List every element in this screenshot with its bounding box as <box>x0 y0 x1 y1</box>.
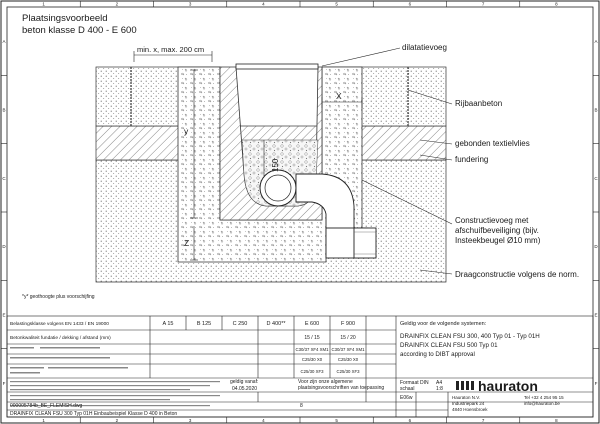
grid-row-label: E <box>2 312 6 318</box>
e600-r4: C25/30 X0 <box>337 357 359 362</box>
grid-row-label: D <box>594 244 598 250</box>
grid-row-label: C <box>2 175 6 181</box>
validity-title: Geldig voor de volgende systemen: <box>400 321 487 327</box>
dim-z-label: Z <box>184 238 190 248</box>
company-email: info@hauraton.be <box>524 401 560 406</box>
label-rijbaanbeton: Rijbaanbeton <box>455 99 503 108</box>
grid-col-label: 2 <box>115 418 119 423</box>
sheet-number: 8 <box>300 403 303 409</box>
grid-row-label: F <box>594 380 598 386</box>
grid-col-label: 1 <box>42 1 45 7</box>
grid-col-label: 5 <box>335 418 338 423</box>
grid-row-label: B <box>2 107 6 113</box>
drawing-title-line2: beton klasse D 400 - E 600 <box>22 25 137 36</box>
drawing-title-line1: Plaatsingsvoorbeeld <box>22 13 108 24</box>
system-line-2: DRAINFIX CLEAN FSU 500 Typ 01 <box>400 342 498 349</box>
table-row-label-class: Belastingsklasse volgens EN 1433 / EN 19000 <box>10 322 109 327</box>
e600-r3: C30/37 XF4 XM1 <box>331 347 365 352</box>
load-class-a-15: A 15 <box>162 321 174 327</box>
system-line-3: according to DIBT approval <box>400 351 475 358</box>
notice-line-2: plaatsingsvoorschriften van toepassing <box>298 385 385 391</box>
grating <box>236 64 318 69</box>
scale-value: 1:8 <box>436 386 443 392</box>
scale-label: schaal <box>400 386 415 392</box>
grid-row-label: A <box>2 39 6 45</box>
d400-r2: 15 / 15 <box>304 335 320 341</box>
hauraton-logo <box>456 378 538 394</box>
valid-from-label: geldig vanaf: <box>230 379 259 385</box>
grid-col-label: 4 <box>262 418 265 423</box>
grid-row-label: E <box>594 312 598 318</box>
grid-row-label: F <box>2 380 6 386</box>
company-tel: Tel +32 4 254 95 15 <box>524 395 564 400</box>
dim-x-label: X <box>336 91 342 101</box>
grid-col-label: 6 <box>408 418 412 423</box>
grid-row-label: D <box>2 244 6 250</box>
label-constructievoeg-3: Insteekbeugel Ø10 mm) <box>455 236 541 245</box>
d400-r3: C30/37 XF4 XM1 <box>295 347 329 352</box>
company-address-2: Industriepark 24 <box>452 401 485 406</box>
load-class-e-600: E 600 <box>304 321 320 327</box>
grid-col-label: 8 <box>555 1 558 7</box>
company-address-3: 4840 Hoensbroek <box>452 407 488 412</box>
drawing-number: 000005784b_BE_FLEMISH.dwg <box>10 403 83 409</box>
notice-line-1: Voor zijn onze algemene <box>298 379 353 385</box>
load-class-headers <box>162 321 355 327</box>
load-class-c-250: C 250 <box>232 321 248 327</box>
company-address-1: Hauraton N.V. <box>452 395 481 400</box>
label-constructievoeg-1: Constructievoeg met <box>455 216 529 225</box>
grid-col-label: 4 <box>262 1 265 7</box>
grid-col-label: 7 <box>481 1 485 7</box>
format-label: Formaat DIN <box>400 380 429 386</box>
grid-col-label: 6 <box>408 1 412 7</box>
e600-r2: 15 / 20 <box>340 335 356 341</box>
label-dilatatievoeg: dilatatievoeg <box>402 43 447 52</box>
dim-y-label: y <box>184 126 189 136</box>
valid-from-value: 04.05.2020 <box>232 386 258 392</box>
drawing-description: DRAINFIX CLEAN FSU 300 Typ 01H Einbaubeispiel Klasse D 400 in Beton <box>10 411 178 417</box>
format-value: A4 <box>436 380 443 386</box>
d400-r5: C25/30 XF3 <box>300 369 324 374</box>
grid-row-label: C <box>594 175 598 181</box>
d400-r4: C25/30 X0 <box>301 357 323 362</box>
dim-min-label: min. x, max. 200 cm <box>137 45 205 54</box>
label-textielvlies: gebonden textielvlies <box>455 139 530 148</box>
company-name: hauraton <box>478 378 538 394</box>
load-class-b-125: B 125 <box>196 321 212 327</box>
cross-section <box>96 64 446 282</box>
title-block <box>7 316 593 417</box>
outlet-pipe-horizontal <box>354 228 376 258</box>
grid-col-label: 3 <box>188 418 192 423</box>
grid-col-label: 1 <box>42 418 45 423</box>
fine-print <box>10 347 220 406</box>
grid-col-label: 7 <box>481 418 485 423</box>
grid-col-label: 2 <box>115 1 119 7</box>
dim-150-label: 150 <box>271 158 280 172</box>
load-class-f-900: F 900 <box>340 321 356 327</box>
table-row-label-concrete: Betonkwaliteit fundatie / dekking / afstand (mm) <box>10 336 111 341</box>
load-class-d-400-: D 400** <box>266 321 286 327</box>
grid-row-label: B <box>594 107 598 113</box>
footnote: *y* geothoogte plus voorschijfing <box>22 294 95 300</box>
grid-row-label: A <box>594 39 598 45</box>
label-constructievoeg-2: afschuifbeveiliging (bijv. <box>455 226 539 235</box>
label-draagconstructie: Draagconstructie volgens de norm. <box>455 270 580 279</box>
grid-col-label: 3 <box>188 1 192 7</box>
label-fundering: fundering <box>455 155 489 164</box>
system-line-1: DRAINFIX CLEAN FSU 300, 400 Typ 01 - Typ 01H <box>400 333 540 340</box>
grid-col-label: 8 <box>555 418 558 423</box>
edition: E06w <box>400 395 413 401</box>
e600-r5: C25/30 XF3 <box>336 369 360 374</box>
grid-col-label: 5 <box>335 1 338 7</box>
